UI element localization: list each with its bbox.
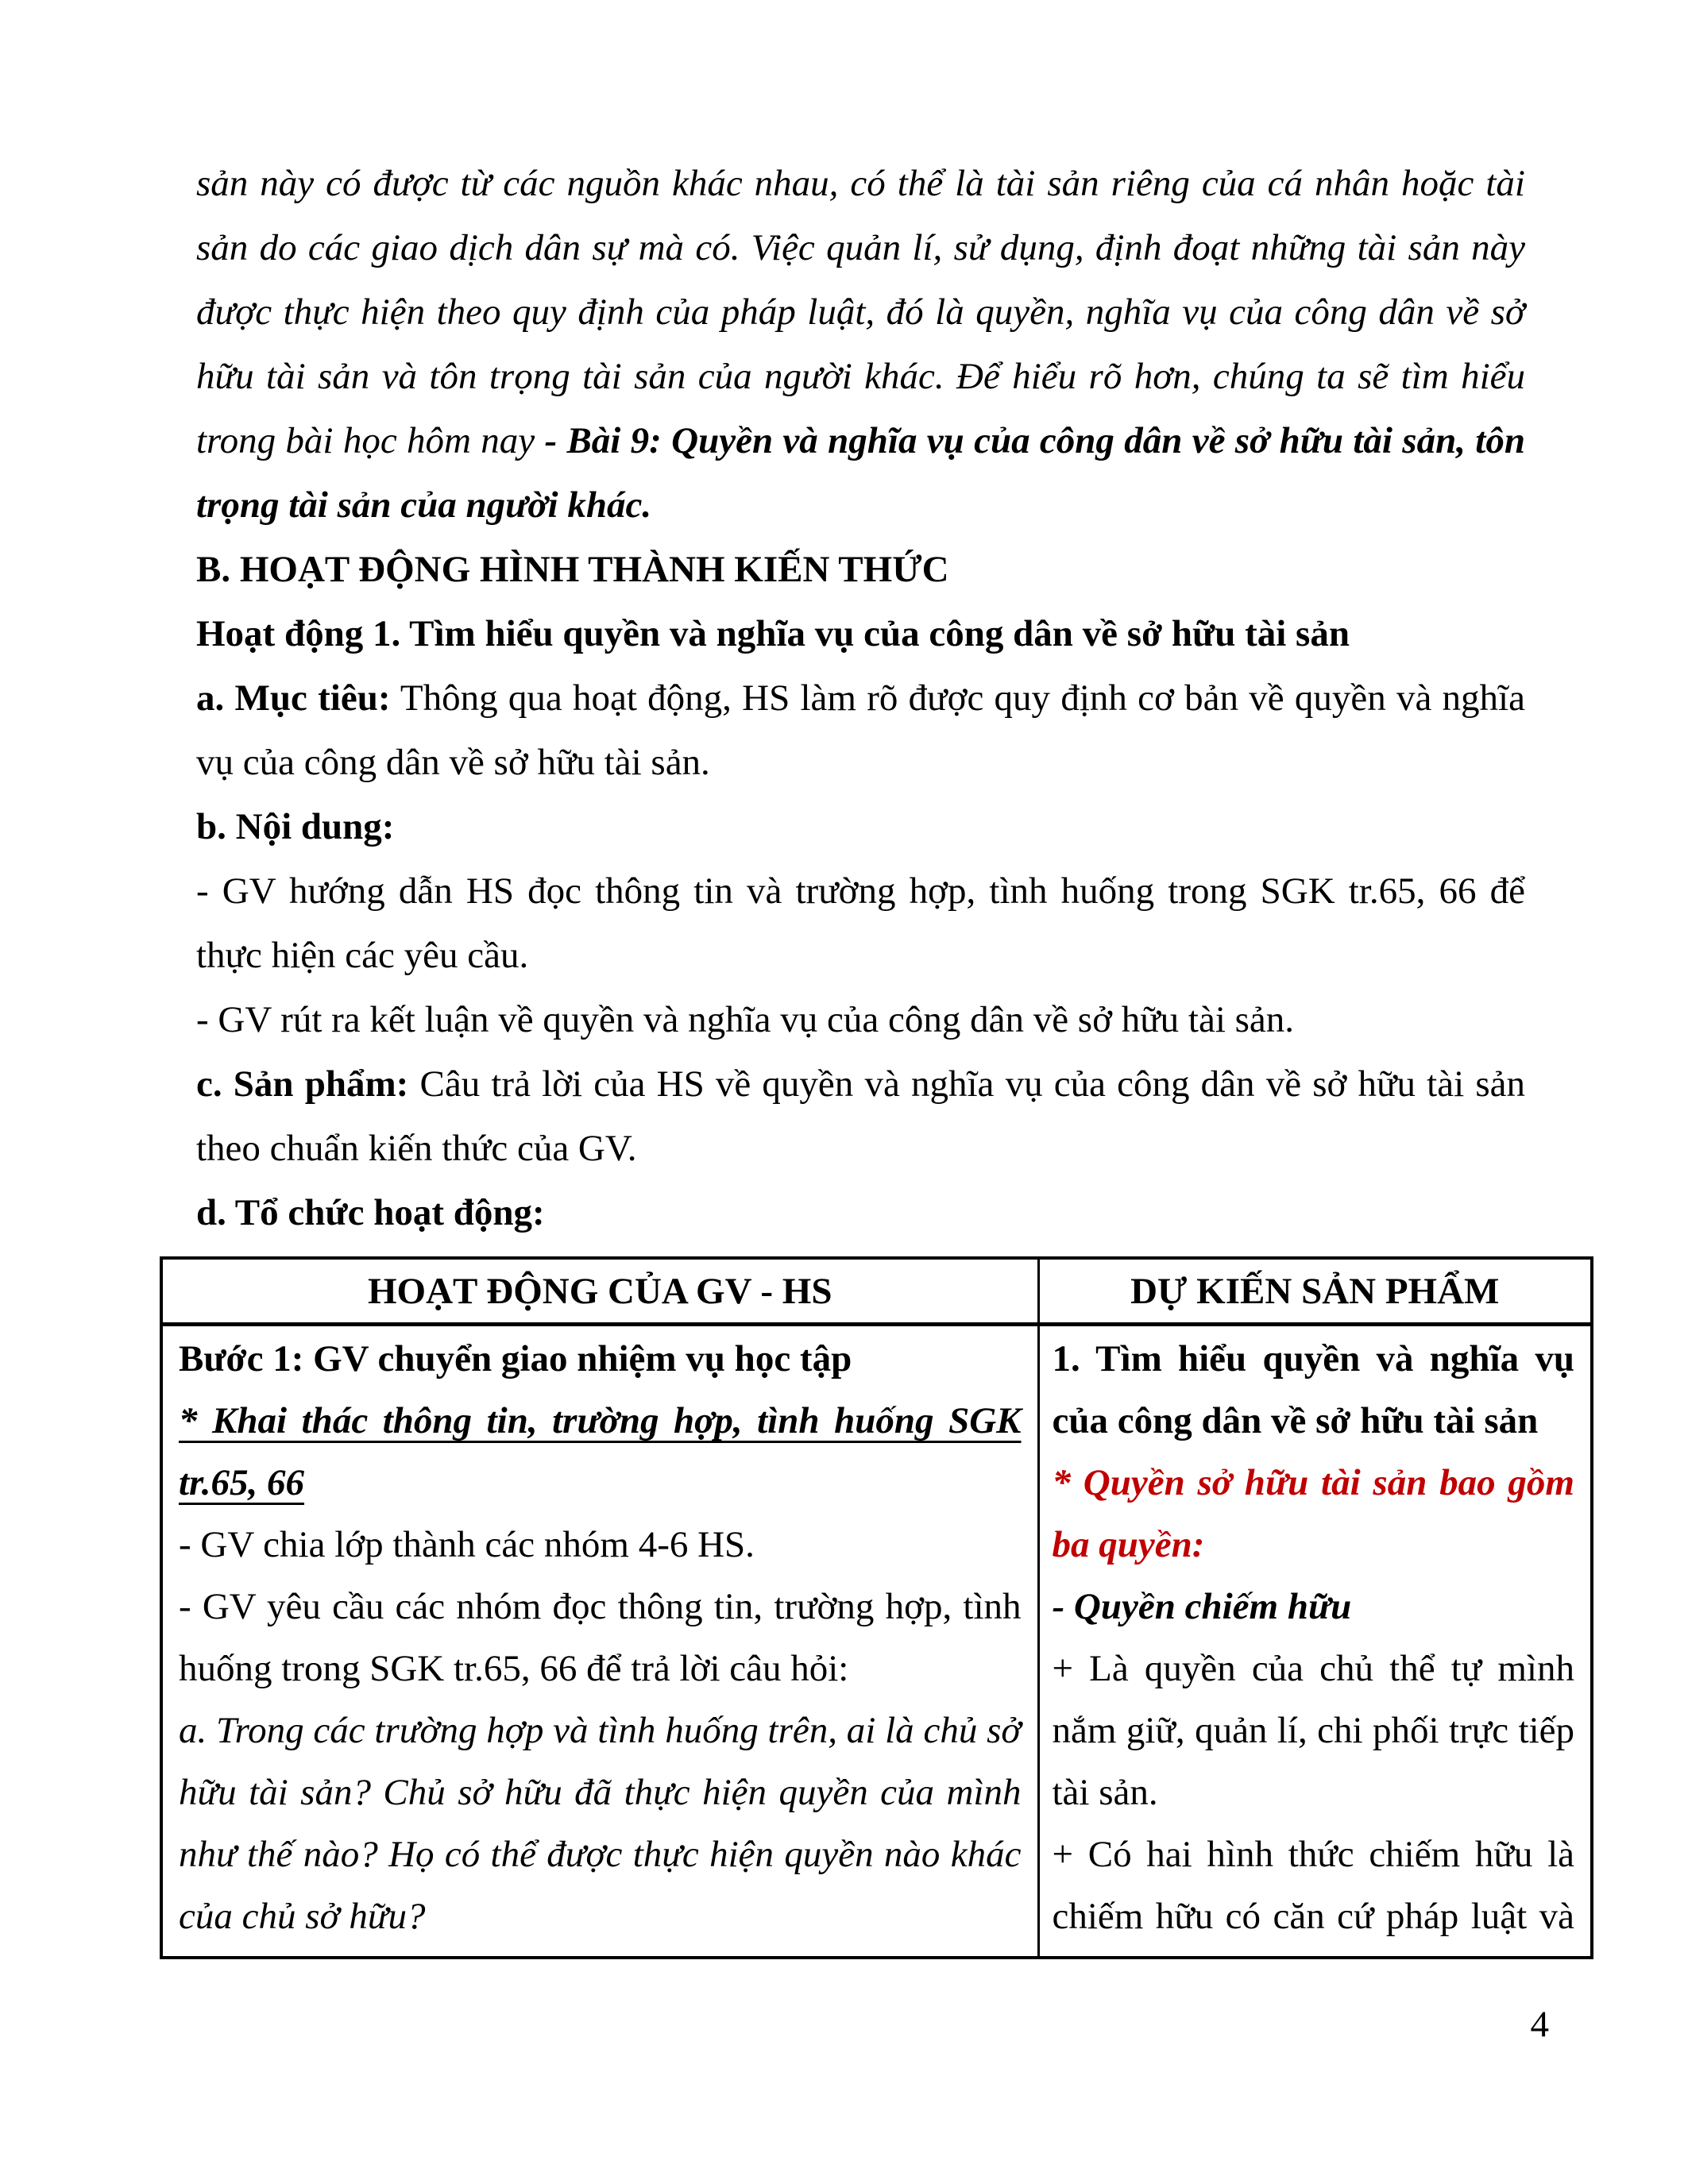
- intro-continuation-text: sản này có được từ các nguồn khác nhau, có thể là tài sản riêng của cá nhân hoặc tài sản do các giao dịch dân sự mà có. Việc quản lí, sử dụng, định đoạt những tài sản này được thực hiện theo quy định của pháp luật, đó là quyền, nghĩa vụ của công dân về sở hữu tài sản và tôn trọng tài sản của người khác. Để hiểu rõ hơn, chúng ta sẽ tìm hiểu trong bài học hôm nay: [196, 163, 1525, 461]
- ownership-rights-heading: * Quyền sở hữu tài sản bao gồm ba quyền:: [1052, 1462, 1574, 1565]
- possession-right-heading: - Quyền chiếm hữu: [1052, 1586, 1352, 1627]
- result-heading: 1. Tìm hiểu quyền và nghĩa vụ của công dân về sở hữu tài sản: [1052, 1338, 1574, 1441]
- intro-paragraph: [196, 152, 1525, 538]
- organization-label: d. Tổ chức hoạt động:: [196, 1192, 545, 1233]
- content-item-2: - GV rút ra kết luận về quyền và nghĩa vụ của công dân về sở hữu tài sản.: [196, 999, 1295, 1040]
- gv-group-instruction: - GV chia lớp thành các nhóm 4-6 HS.: [179, 1524, 755, 1565]
- question-a: a. Trong các trường hợp và tình huống trên, ai là chủ sở hữu tài sản? Chủ sở hữu đã thực hiện quyền của mình như thế nào? Họ có thể được thực hiện quyền nào khác của chủ sở hữu?: [179, 1710, 1022, 1937]
- du-kien-cell: [1038, 1325, 1592, 1958]
- objective-label: a. Mục tiêu:: [196, 677, 391, 719]
- possession-forms: + Có hai hình thức chiếm hữu là chiếm hữu có căn cứ pháp luật và: [1052, 1834, 1574, 1937]
- section-b-heading: B. HOẠT ĐỘNG HÌNH THÀNH KIẾN THỨC: [196, 549, 949, 590]
- table-header-du-kien: DỰ KIẾN SẢN PHẨM: [1038, 1258, 1592, 1325]
- content-item-1: - GV hướng dẫn HS đọc thông tin và trường hợp, tình huống trong SGK tr.65, 66 để thực hiện các yêu cầu.: [196, 870, 1525, 976]
- document-body: [196, 152, 1525, 1245]
- step1-heading: Bước 1: GV chuyển giao nhiệm vụ học tập: [179, 1338, 852, 1379]
- activity-table: [160, 1256, 1593, 1959]
- table-header-row: [161, 1258, 1592, 1325]
- possession-definition: + Là quyền của chủ thể tự mình nắm giữ, quản lí, chi phối trực tiếp tài sản.: [1052, 1648, 1574, 1813]
- activity1-heading: Hoạt động 1. Tìm hiểu quyền và nghĩa vụ của công dân về sở hữu tài sản: [196, 613, 1350, 654]
- content-label: b. Nội dung:: [196, 806, 395, 847]
- gv-reading-instruction: - GV yêu cầu các nhóm đọc thông tin, trường hợp, tình huống trong SGK tr.65, 66 để trả lời câu hỏi:: [179, 1586, 1022, 1689]
- lesson-title: - Bài 9: Quyền và nghĩa vụ của công dân về sở hữu tài sản, tôn trọng tài sản của người khác.: [196, 420, 1526, 526]
- page-number: 4: [1530, 2004, 1549, 2045]
- product-text: Câu trả lời của HS về quyền và nghĩa vụ của công dân về sở hữu tài sản theo chuẩn kiến thức của GV.: [196, 1063, 1525, 1169]
- objective-paragraph: [196, 666, 1525, 795]
- product-paragraph: [196, 1052, 1525, 1181]
- table-body-row: [161, 1325, 1592, 1958]
- objective-text: Thông qua hoạt động, HS làm rõ được quy định cơ bản về quyền và nghĩa vụ của công dân về sở hữu tài sản.: [196, 677, 1525, 783]
- exploit-info-heading: * Khai thác thông tin, trường hợp, tình huống SGK tr.65, 66: [179, 1400, 1022, 1503]
- product-label: c. Sản phẩm:: [196, 1063, 409, 1105]
- table-header-gv-hs: HOẠT ĐỘNG CỦA GV - HS: [161, 1258, 1038, 1325]
- gv-hs-cell: [161, 1325, 1038, 1958]
